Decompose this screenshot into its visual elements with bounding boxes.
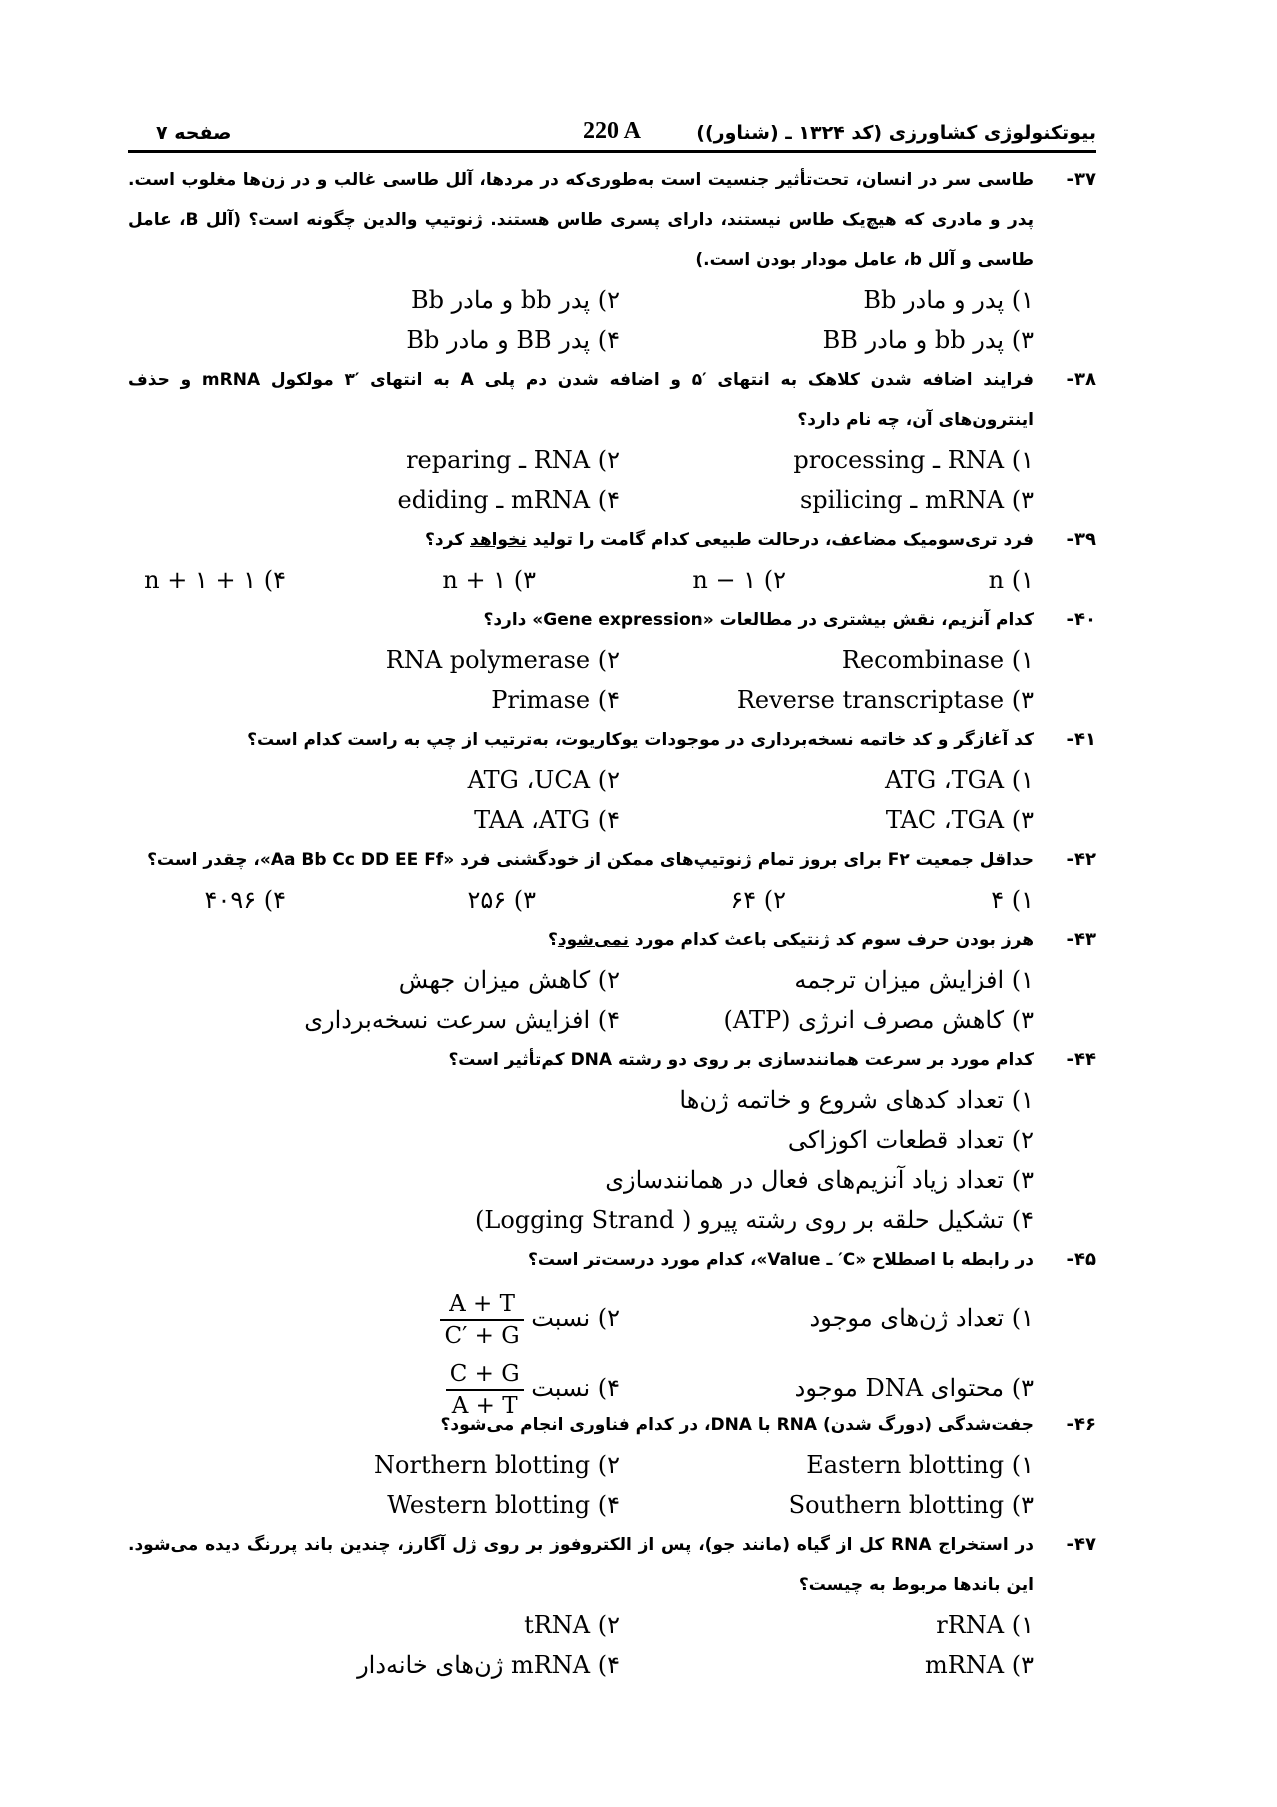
question-text: در استخراج RNA کل از گیاه (مانند جو)، پس از الکتروفوز بر روی ژل آگارز، چندین باند پررنگ دیده می‌شود. این باندها مربوط به چیست؟ — [128, 1535, 1034, 1595]
option-1[interactable]: ۱) تعداد کدهای شروع و خاتمه ژن‌ها — [679, 1086, 1034, 1114]
option-4[interactable]: ۴) mRNA ـ ediding — [397, 486, 620, 514]
option-4[interactable]: ۴) n + ۱ + ۱ — [144, 566, 286, 594]
numerator: C + G — [446, 1359, 524, 1391]
option-3[interactable]: ۳) Reverse transcriptase — [736, 686, 1034, 714]
question-number: ۴۴- — [1066, 1049, 1096, 1070]
option-2[interactable]: ۲) تعداد قطعات اکوزاکی — [787, 1126, 1034, 1154]
question-text — [128, 520, 1034, 560]
option-1[interactable]: ۱) Recombinase — [841, 646, 1034, 674]
option-2[interactable]: ۲) RNA polymerase — [385, 646, 620, 674]
option-3[interactable]: ۳) محتوای DNA موجود — [794, 1374, 1034, 1402]
option-3[interactable]: ۳) تعداد زیاد آنزیم‌های فعال در همانندسازی — [605, 1166, 1034, 1194]
option-3[interactable]: ۳) mRNA — [924, 1651, 1034, 1679]
option-4[interactable]: ۴) پدر BB و مادر Bb — [406, 326, 620, 354]
question-text-part: هرز بودن حرف سوم کد ژنتیکی باعث کدام مورد — [628, 930, 1034, 950]
option-1[interactable]: ۱) n — [988, 566, 1034, 594]
question-text: طاسی سر در انسان، تحت‌تأثیر جنسیت است به‌طوری‌که در مردها، آلل طاسی غالب و در زن‌ها مغلوب است. پدر و مادری که هیچ‌یک طاس نیستند، دارای پسری طاس هستند. ژنوتیپ والدین چگونه است؟ (آلل B، عامل طاسی و آلل b، عامل مودار بودن است.) — [128, 170, 1034, 270]
question-number: ۴۶- — [1066, 1414, 1096, 1435]
question-number: ۴۲- — [1066, 849, 1096, 870]
option-1[interactable]: ۱) Eastern blotting — [806, 1451, 1034, 1479]
question-text-part: ؟ — [548, 930, 558, 950]
option-1[interactable]: ۱) rRNA — [936, 1611, 1034, 1639]
question-number: ۴۰- — [1066, 609, 1096, 630]
question-number: ۳۹- — [1066, 529, 1096, 550]
option-3[interactable]: ۳) کاهش مصرف انرژی (ATP) — [723, 1006, 1034, 1034]
ratio-fraction — [440, 1289, 523, 1351]
option-2[interactable]: ۲) Northern blotting — [374, 1451, 620, 1479]
question-number: ۳۸- — [1066, 369, 1096, 390]
question-number: ۳۷- — [1066, 169, 1096, 190]
option-4[interactable]: ۴) افزایش سرعت نسخه‌برداری — [304, 1006, 620, 1034]
denominator: C′ + G — [444, 1322, 520, 1349]
header-rule — [128, 150, 1096, 153]
option-1[interactable]: ۱) افزایش میزان ترجمه — [794, 966, 1034, 994]
booklet-code: 220 A — [582, 118, 641, 144]
option-4[interactable]: ۴) Primase — [491, 686, 620, 714]
option-4[interactable]: ۴) TAA ،ATG — [474, 806, 620, 834]
question-number: ۴۳- — [1066, 929, 1096, 950]
option-2[interactable]: ۲) tRNA — [524, 1611, 620, 1639]
option-4[interactable]: ۴) تشکیل حلقه بر روی رشته پیرو ( Logging Strand) — [475, 1206, 1034, 1234]
option-label: ۲) نسبت — [531, 1304, 620, 1332]
option-label: ۴) نسبت — [531, 1374, 620, 1402]
question-text: فرایند اضافه شدن کلاهک به انتهای ′۵ و اضافه شدن دم پلی A به انتهای ′۳ مولکول mRNA و حذف اینترون‌های آن، چه نام دارد؟ — [128, 370, 1034, 430]
option-2[interactable]: ۲) RNA ـ reparing — [406, 446, 620, 474]
page-header — [128, 116, 1096, 150]
option-4[interactable]: ۴) ۴۰۹۶ — [204, 886, 286, 914]
page-number: صفحه ۷ — [156, 122, 232, 144]
option-1[interactable]: ۱) پدر و مادر Bb — [863, 286, 1034, 314]
option-2[interactable] — [440, 1284, 620, 1352]
option-2[interactable]: ۲) پدر bb و مادر Bb — [410, 286, 620, 314]
option-2[interactable]: ۲) کاهش میزان جهش — [398, 966, 620, 994]
question-text-part: کرد؟ — [425, 530, 470, 550]
option-3[interactable]: ۳) mRNA ـ spilicing — [799, 486, 1034, 514]
question-text-part: فرد تری‌سومیک مضاعف، درحالت طبیعی کدام گامت را تولید — [526, 530, 1034, 550]
exam-title: بیوتکنولوژی کشاورزی (کد ۱۳۲۴ ـ (شناور)) — [696, 122, 1096, 144]
numerator: A + T — [440, 1289, 523, 1321]
question-text: جفت‌شدگی (دورگ شدن) RNA با DNA، در کدام فناوری انجام می‌شود؟ — [440, 1415, 1034, 1435]
question-text — [128, 920, 1034, 960]
question-text: کدام آنزیم، نقش بیشتری در مطالعات «Gene expression» دارد؟ — [483, 610, 1034, 630]
question-text: کد آغازگر و کد خاتمه نسخه‌برداری در موجودات یوکاریوت، به‌ترتیب از چپ به راست کدام است؟ — [247, 730, 1034, 750]
question-emphasis: نمی‌شود — [557, 930, 629, 950]
option-2[interactable]: ۲) n − ۱ — [692, 566, 786, 594]
option-4[interactable]: ۴) mRNA ژن‌های خانه‌دار — [357, 1651, 620, 1679]
option-3[interactable]: ۳) Southern blotting — [788, 1491, 1034, 1519]
option-1[interactable]: ۱) RNA ـ processing — [793, 446, 1034, 474]
question-number: ۴۷- — [1066, 1534, 1096, 1555]
option-1[interactable]: ۱) تعداد ژن‌های موجود — [809, 1304, 1034, 1332]
question-text: حداقل جمعیت F۲ برای بروز تمام ژنوتیپ‌های ممکن از خودگشنی فرد «Aa Bb Cc DD EE Ff»، چقدر است؟ — [147, 850, 1034, 870]
option-1[interactable]: ۱) ۴ — [991, 886, 1034, 914]
option-3[interactable]: ۳) ۲۵۶ — [467, 886, 536, 914]
question-number: ۴۵- — [1066, 1249, 1096, 1270]
option-3[interactable]: ۳) پدر bb و مادر BB — [822, 326, 1034, 354]
option-1[interactable]: ۱) ATG ،TGA — [885, 766, 1034, 794]
question-number: ۴۱- — [1066, 729, 1096, 750]
option-2[interactable]: ۲) ATG ،UCA — [467, 766, 620, 794]
denominator: A + T — [451, 1392, 518, 1419]
option-4[interactable]: ۴) Western blotting — [387, 1491, 620, 1519]
option-3[interactable]: ۳) n + ۱ — [442, 566, 536, 594]
option-3[interactable]: ۳) TAC ،TGA — [885, 806, 1034, 834]
question-text: کدام مورد بر سرعت همانندسازی بر روی دو رشته DNA کم‌تأثیر است؟ — [448, 1050, 1034, 1070]
question-emphasis: نخواهد — [470, 530, 527, 550]
option-2[interactable]: ۲) ۶۴ — [730, 886, 786, 914]
question-text: در رابطه با اصطلاح «C′ ـ Value»، کدام مورد درست‌تر است؟ — [528, 1250, 1034, 1270]
